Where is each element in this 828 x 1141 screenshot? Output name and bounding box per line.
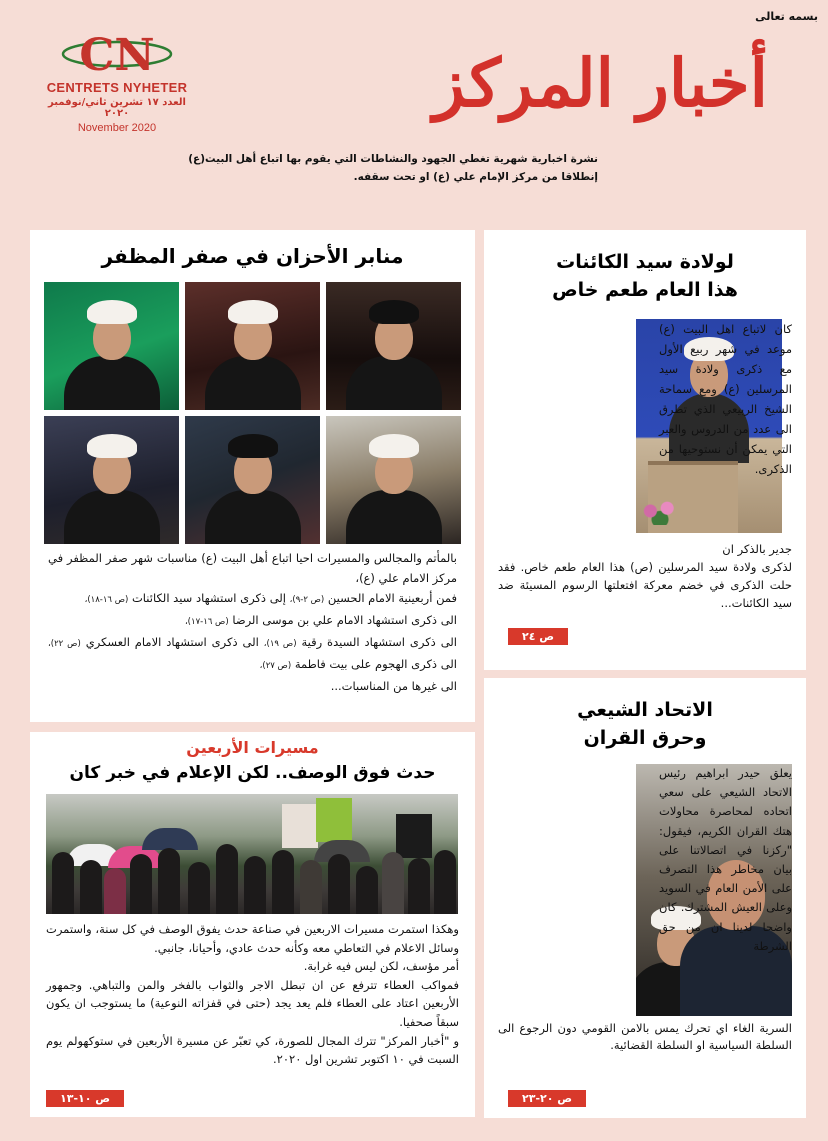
arbaeen-para-2: أمر مؤسف، لكن ليس فيه غرابة. — [303, 959, 459, 974]
photo-speaker-2 — [185, 282, 320, 410]
article-birth-bottom-text: جدير بالذكر ان لذكرى ولادة سيد المرسلين (ص) هذا العام طعم خاص. فقد حلت الذكرى في خضم معركة افتعلتها الرسوم المسيئة ضد سيد الكائنات... — [498, 542, 792, 610]
issue-number: العدد ١٧ تشرين ثاني/نوفمبر ٢٠٢٠ — [48, 97, 186, 119]
minbar-para-4: الى ذكرى استشهاد السيدة رقية (ص ١٩)، الى ذكرى استشهاد الامام العسكري (ص ٢٢)، الى ذكرى الهجوم على بيت فاطمة (ص ٢٧)، — [48, 635, 458, 671]
basmala: بسمه تعالى — [755, 10, 818, 23]
photo-speaker-4 — [44, 416, 179, 544]
article-arbaeen-title: حدث فوق الوصف.. لكن الإعلام في خبر كان — [69, 763, 436, 783]
article-union-card — [484, 678, 806, 1118]
logo-brand: CENTRETS NYHETER — [46, 80, 188, 95]
logo — [42, 28, 192, 138]
subtitle-line-2: إنطلاقا من مركز الإمام علي (ع) او تحت سقفه. — [353, 171, 598, 183]
arbaeen-para-4: و "أخبار المركز" تترك المجال للصورة، كي تعبّر عن مسيرة الأربعين في ستوكهولم يوم السبت في ١٠ اكتوبر تشرين اول ٢٠٢٠. — [46, 1033, 459, 1067]
article-arbaeen-page-ref[interactable]: ص ١٠-١٣ — [46, 1090, 124, 1107]
article-union-title: الاتحاد الشيعي وحرق القران — [577, 699, 713, 749]
minbar-para-2: فمن أربعينية الامام الحسين (ص ٢-٩)، إلى ذكرى استشهاد سيد الكائنات (ص ١٦-١٨)، — [84, 591, 457, 605]
minbar-para-5: الى غيرها من المناسبات... — [330, 679, 457, 693]
photo-speaker-5 — [185, 416, 320, 544]
article-union-bottom-text: السرية الغاء اي تحرك يمس بالامن القومي دون الرجوع الى السلطة السياسية او السلطة القضائية. — [498, 1021, 792, 1052]
article-minbar-card — [30, 230, 475, 722]
article-birth-page-ref[interactable]: ص ٢٤ — [508, 628, 568, 645]
arbaeen-para-3: فمواكب العطاء تترفع عن ان تبطل الاجر والثواب بالفخر والمن والتباهي. وجمهور الأربعين اعتاد على العطاء فلم يعد يجد (حتى في قفزاته النوعية) ما يستوجب ان يكون سبقاً صحفيا. — [46, 977, 459, 1029]
article-minbar-body — [48, 548, 457, 696]
logo-mark-text: CN — [79, 30, 155, 80]
minbar-para-3: الى ذكرى استشهاد الامام علي بن موسى الرضا (ص ١٦-١٧)، — [184, 613, 457, 627]
photo-grid — [44, 282, 462, 544]
article-minbar-title: منابر الأحزان في صفر المظفر — [101, 244, 404, 268]
photo-arbaeen-march — [46, 794, 458, 914]
photo-speaker-3 — [326, 282, 461, 410]
minbar-para-1: بالمأتم والمجالس والمسيرات احيا اتباع أهل البيت (ع) مناسبات شهر صفر المظفر في مركز الامام علي (ع)، — [48, 551, 457, 585]
issue-month: November 2020 — [77, 122, 157, 134]
arbaeen-para-1: وهكذا استمرت مسيرات الاربعين في صناعة حدث يفوق الوصف في كل سنة، واستمرت وسائل الاعلام في التعاطي معه وكأنه حدث عادي، وأحيانا، جانبي. — [46, 922, 459, 955]
article-birth-title: لولادة سيد الكائنات هذا العام طعم خاص — [552, 251, 738, 301]
article-arbaeen-body — [46, 920, 459, 1069]
cn-logo-mark — [57, 28, 177, 80]
article-arbaeen-card — [30, 732, 475, 1117]
article-birth-card — [484, 230, 806, 670]
article-union-page-ref[interactable]: ص ٢٠-٢٣ — [508, 1090, 586, 1107]
subtitle-line-1: نشرة اخبارية شهرية تغطي الجهود والنشاطات التي يقوم بها اتباع أهل البيت(ع) — [188, 153, 598, 165]
masthead-title: أخبار المركز — [433, 44, 768, 122]
article-birth-side-text: كان لاتباع اهل البيت (ع) موعد في شهر ربيع الأول مع ذكرى ولادة سيد المرسلين (ع) ومع سماحة الشيخ الربيعي الذي تطرق الى عدد من الدروس والعبر التي يمكن أن نستوحيها من الذكرى. — [659, 322, 792, 476]
masthead-subtitle — [178, 150, 598, 186]
article-union-side-text: يعلق حيدر ابراهيم رئيس الاتحاد الشيعي على سعي اتحاده لمحاصرة محاولات هتك القران الكريم، فيقول: "ركزنا في اتصالاتنا على بيان مخاطر هذا التصرف على الأمن العام في السويد وعلى العيش المشترك. كان واضحا لدينا ان من حق الشرطة — [659, 766, 792, 953]
photo-speaker-6 — [326, 416, 461, 544]
article-arbaeen-kicker: مسيرات الأربعين — [186, 738, 319, 757]
photo-speaker-1 — [44, 282, 179, 410]
